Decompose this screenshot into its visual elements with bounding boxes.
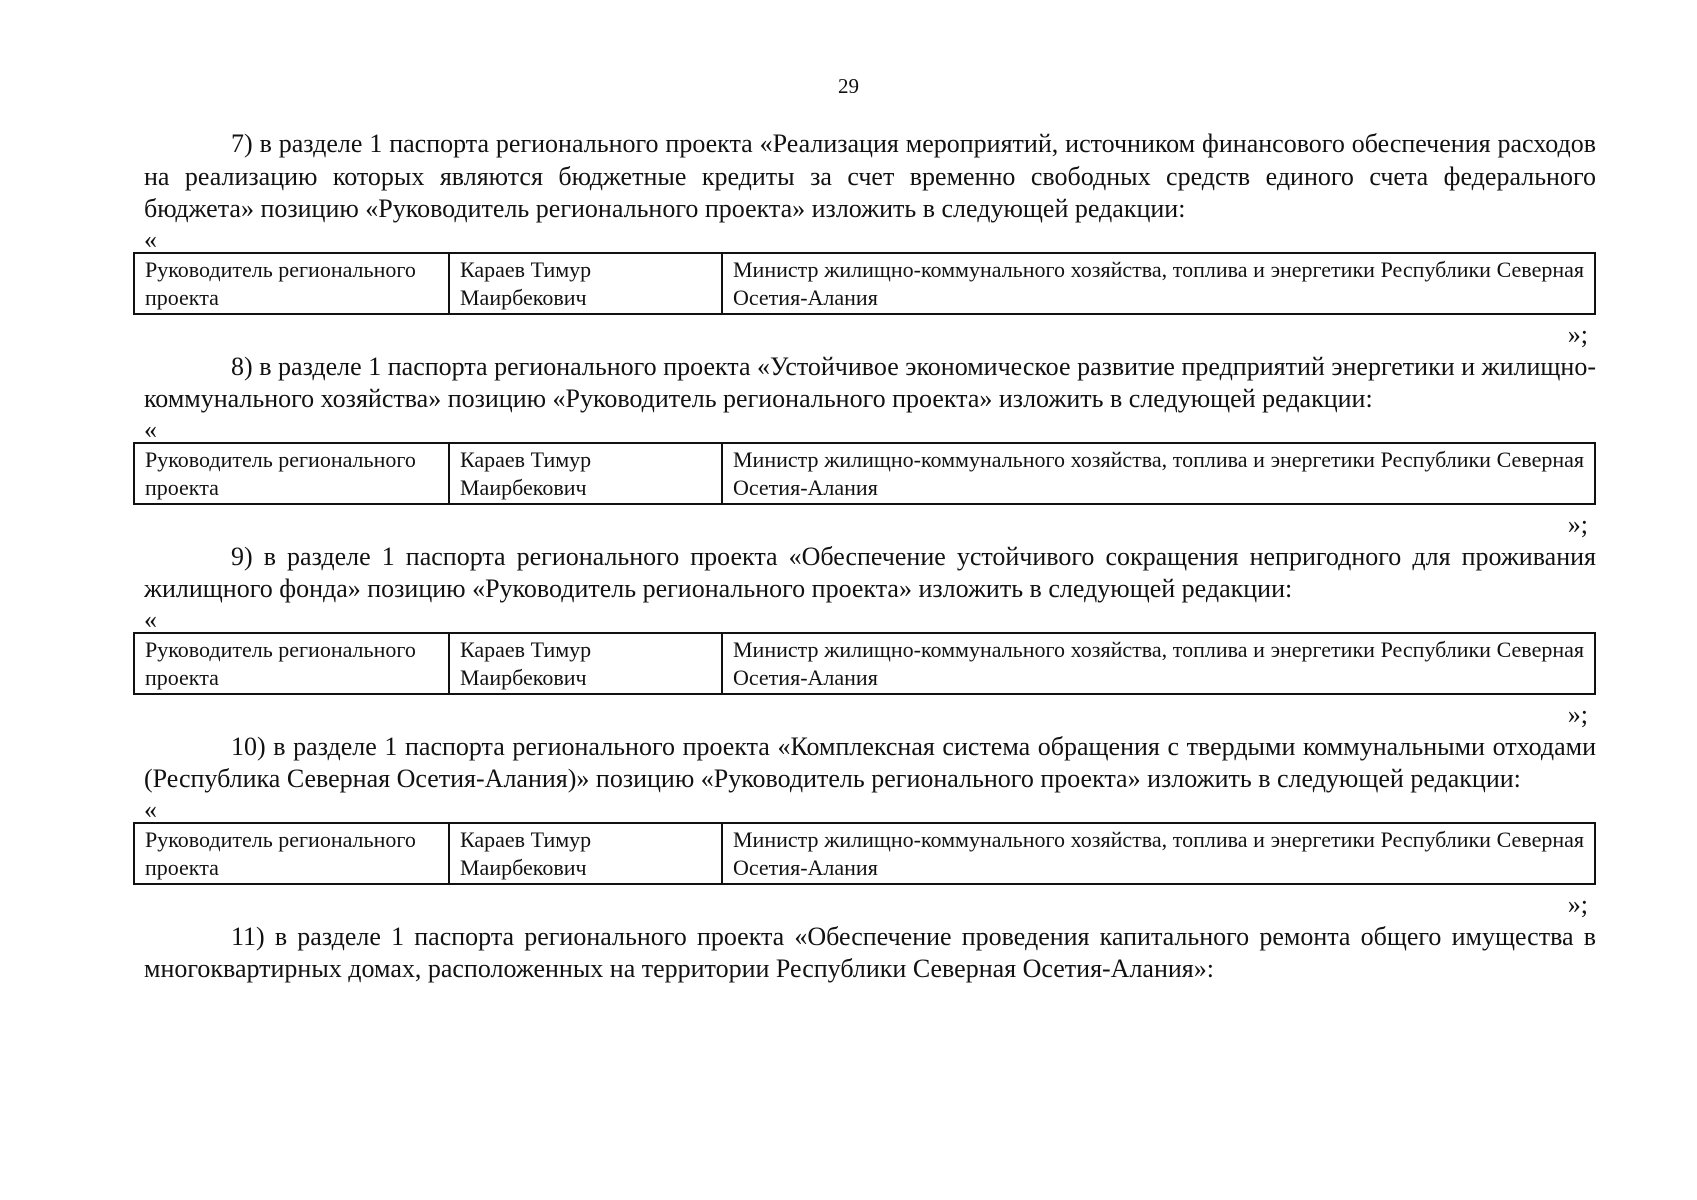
amendment-paragraph-11: 11) в разделе 1 паспорта регионального проекта «Обеспечение проведения капитального ремонта общего имущества в многоквартирных домах, расположенных на территории Республики Северная Осетия-Алания»: xyxy=(144,921,1596,983)
opening-quote: « xyxy=(144,224,157,254)
position-table xyxy=(133,822,1596,885)
closing-quote: »; xyxy=(1567,509,1588,539)
amendment-paragraph-10: 10) в разделе 1 паспорта регионального проекта «Комплексная система обращения с твердыми коммунальными отходами (Республика Северная Осетия-Алания)» позицию «Руководитель регионального проекта» изложить в следующей редакции: xyxy=(144,731,1596,793)
name-cell: Караев Тимур Маирбекович xyxy=(449,253,722,314)
position-cell: Министр жилищно-коммунального хозяйства, топлива и энергетики Республики Северная Осетия-Алания xyxy=(722,823,1595,884)
table-row xyxy=(134,253,1595,314)
table-row xyxy=(134,633,1595,694)
page-number: 29 xyxy=(838,74,859,98)
table-row xyxy=(134,823,1595,884)
name-cell: Караев Тимур Маирбекович xyxy=(449,633,722,694)
position-cell: Министр жилищно-коммунального хозяйства, топлива и энергетики Республики Северная Осетия-Алания xyxy=(722,253,1595,314)
table-row xyxy=(134,443,1595,504)
amendment-paragraph-9: 9) в разделе 1 паспорта регионального проекта «Обеспечение устойчивого сокращения непригодного для проживания жилищного фонда» позицию «Руководитель регионального проекта» изложить в следующей редакции: xyxy=(144,541,1596,603)
name-cell: Караев Тимур Маирбекович xyxy=(449,823,722,884)
closing-quote: »; xyxy=(1567,889,1588,919)
amendment-paragraph-8: 8) в разделе 1 паспорта регионального проекта «Устойчивое экономическое развитие предприятий энергетики и жилищно-коммунального хозяйства» позицию «Руководитель регионального проекта» изложить в следующей редакции: xyxy=(144,351,1596,413)
closing-quote: »; xyxy=(1567,319,1588,349)
opening-quote: « xyxy=(144,794,157,824)
role-cell: Руководитель регионального проекта xyxy=(134,633,449,694)
opening-quote: « xyxy=(144,604,157,634)
position-cell: Министр жилищно-коммунального хозяйства, топлива и энергетики Республики Северная Осетия-Алания xyxy=(722,443,1595,504)
closing-quote: »; xyxy=(1567,699,1588,729)
position-cell: Министр жилищно-коммунального хозяйства, топлива и энергетики Республики Северная Осетия-Алания xyxy=(722,633,1595,694)
position-table xyxy=(133,252,1596,315)
document-body xyxy=(144,128,1596,986)
name-cell: Караев Тимур Маирбекович xyxy=(449,443,722,504)
position-table xyxy=(133,442,1596,505)
position-table xyxy=(133,632,1596,695)
role-cell: Руководитель регионального проекта xyxy=(134,443,449,504)
amendment-paragraph-7: 7) в разделе 1 паспорта регионального проекта «Реализация мероприятий, источником финансового обеспечения расходов на реализацию которых являются бюджетные кредиты за счет временно свободных средств единого счета федерального бюджета» позицию «Руководитель регионального проекта» изложить в следующей редакции: xyxy=(144,129,1596,223)
role-cell: Руководитель регионального проекта xyxy=(134,823,449,884)
role-cell: Руководитель регионального проекта xyxy=(134,253,449,314)
opening-quote: « xyxy=(144,414,157,444)
